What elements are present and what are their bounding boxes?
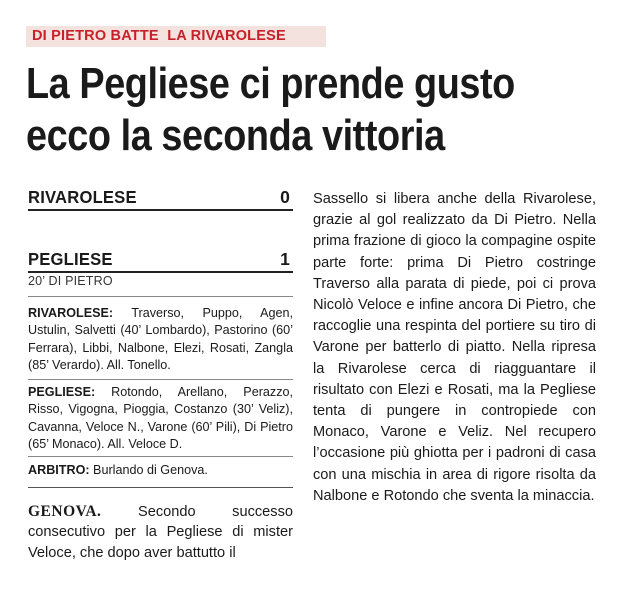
divider	[28, 296, 293, 297]
home-team-score: 0	[280, 187, 290, 207]
referee-label: ARBITRO:	[28, 463, 90, 477]
lineup-rivarolese-label: RIVAROLESE:	[28, 306, 114, 320]
away-team-score: 1	[280, 249, 290, 269]
divider	[28, 456, 293, 457]
away-team-name: PEGLIESE	[28, 249, 113, 269]
headline-line-1: La Pegliese ci prende gusto	[26, 59, 515, 108]
home-team-name: RIVAROLESE	[28, 187, 137, 207]
lineup-pegliese-text: Rotondo, Arellano, Perazzo, Risso, Vigogna, Pioggia, Costanzo (30’ Veliz), Cavanna, Veloce N., Varone (60’ Pili), Di Pietro (65’ Monaco). All. Veloce D.	[28, 385, 293, 451]
headline	[26, 58, 525, 162]
divider	[28, 379, 293, 380]
article-text-left: Secondo successo consecutivo per la Pegliese di mister Veloce, che dopo aver battutto il	[28, 504, 293, 561]
lineup-rivarolese	[28, 305, 293, 374]
home-team-row	[28, 185, 293, 211]
lineup-rivarolese-text: Traverso, Puppo, Agen, Ustulin, Salvetti (40’ Lombardo), Pastorino (60’ Ferrara), Libbi, Nalbone, Elezi, Rosati, Zangla (85’ Verardo). All. Tonello.	[28, 306, 293, 372]
goal-scorer: 20’ DI PIETRO	[28, 274, 113, 288]
lineup-pegliese	[28, 384, 293, 453]
article-body-left	[28, 502, 293, 563]
lineup-pegliese-label: PEGLIESE:	[28, 385, 96, 399]
referee	[28, 462, 293, 479]
dateline: GENOVA.	[28, 503, 102, 520]
kicker-label: DI PIETRO BATTE LA RIVAROLESE	[26, 26, 326, 47]
away-team-row	[28, 247, 293, 273]
headline-line-2: ecco la seconda vittoria	[26, 111, 445, 160]
referee-text: Burlando di Genova.	[89, 463, 208, 477]
article-body-right: Sassello si libera anche della Rivarolese, grazie al gol realizzato da Di Pietro. Nella prima frazione di gioco la compagine ospite parte forte: prima Di Pietro costringe Traverso alla parata di piede, poi ci prova Nicolò Veloce e infine ancora Di Pietro, che raccoglie una respinta del portiere su tiro di Varone per batterlo di piatto. Nella ripresa la Rivarolese cerca di riagguantare il risultato con Elezi e Rosati, ma la Pegliese tenta di pungere in contropiede con Monaco, Varone e Veliz. Nel recupero l’occasione più ghiotta per i padroni di casa con una mischia in area di rigore risolta da Nalbone e Rotondo che sventa la minaccia.	[313, 191, 596, 504]
divider	[28, 487, 293, 488]
